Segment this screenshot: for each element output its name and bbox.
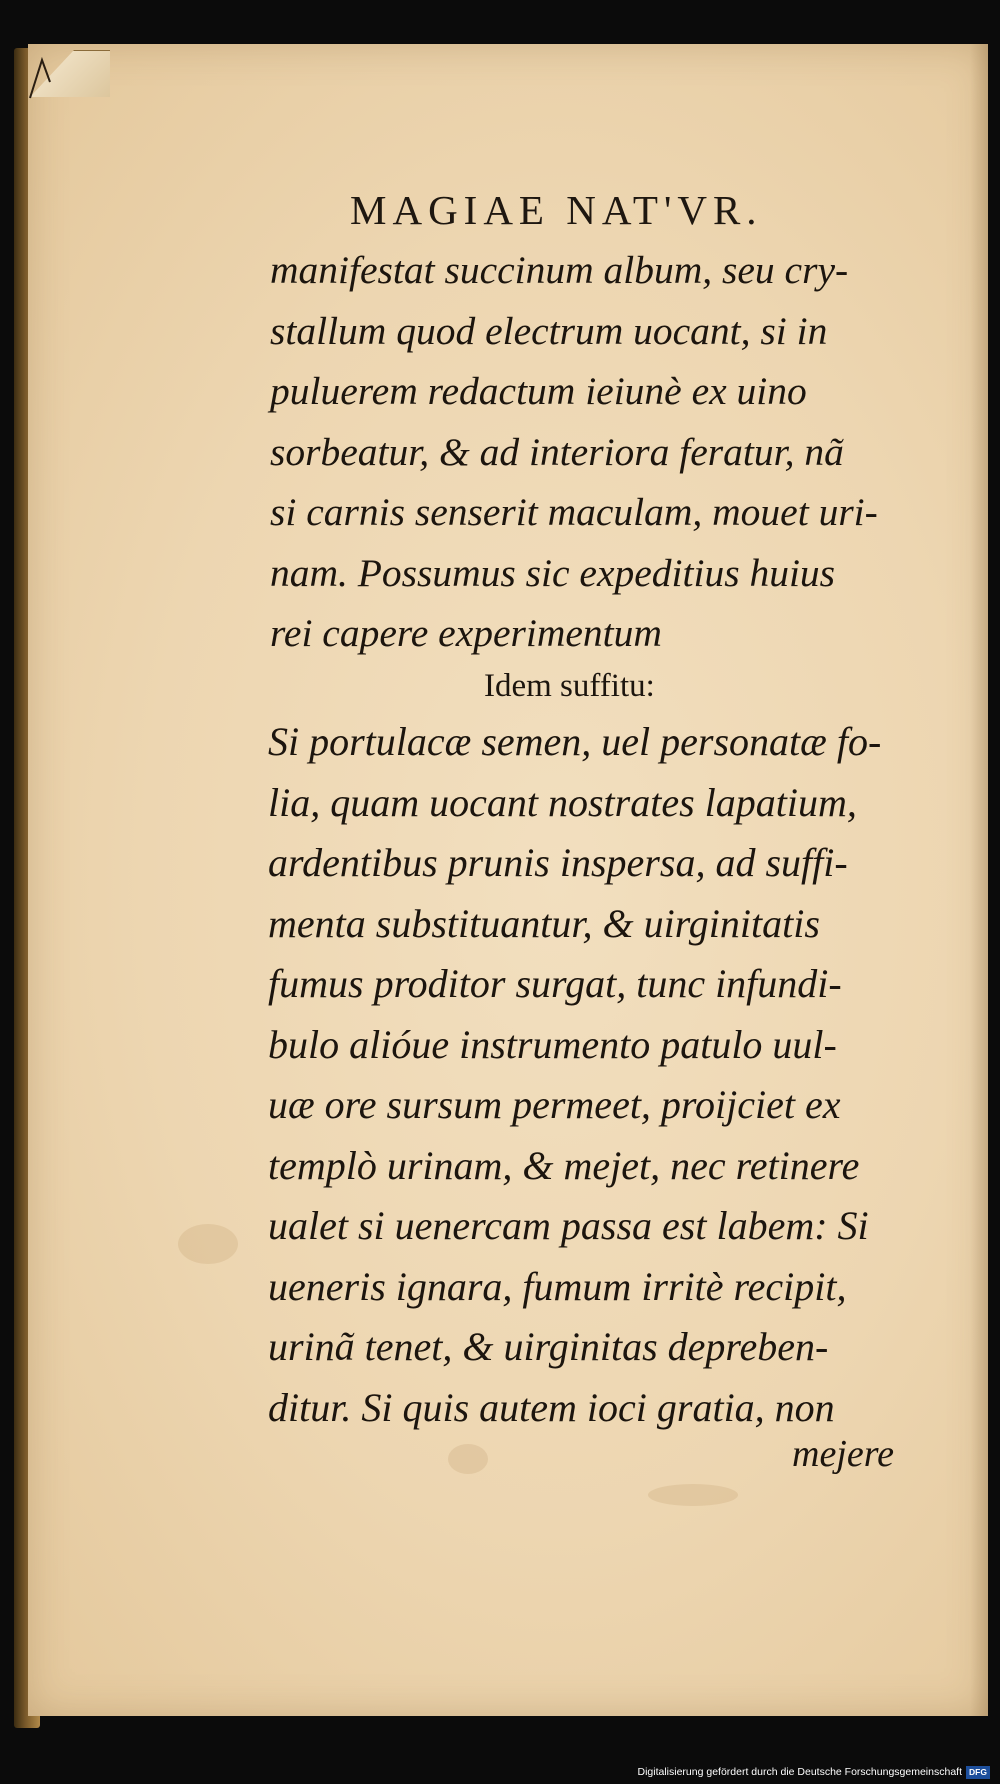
first-passage [270, 240, 940, 664]
dfg-logo: DFG [966, 1766, 990, 1779]
corner-pencil-mark-icon [24, 52, 60, 104]
text-line: si carnis senserit maculam, mouet uri- [270, 490, 878, 534]
text-line: puluerem redactum ieiunè ex uino [270, 369, 807, 413]
text-line: bulo alióue instrumento patulo uul- [268, 1021, 837, 1067]
text-line: stallum quod electrum uocant, si in [270, 308, 828, 353]
section-heading: Idem suffitu: [484, 668, 655, 704]
text-line: templò urinam, & mejet, nec retinere [268, 1142, 860, 1188]
page-gutter-shadow [970, 44, 988, 1716]
text-line: sorbeatur, & ad interiora feratur, nã [270, 429, 844, 474]
text-line: urinã tenet, & uirginitas depreben- [268, 1324, 829, 1369]
catchword: mejere [792, 1433, 894, 1475]
paper-stain [648, 1484, 738, 1506]
text-line: uæ ore sursum permeet, proijciet ex [268, 1082, 841, 1127]
text-line: lia, quam uocant nostrates lapatium, [268, 779, 857, 825]
running-head: MAGIAE NAT'VR. [350, 187, 763, 233]
text-line: menta substituantur, & uirginitatis [268, 900, 820, 946]
text-line: ditur. Si quis autem ioci gratia, non [268, 1384, 835, 1430]
text-line: fumus proditor surgat, tunc infundi- [268, 961, 842, 1006]
text-line: Si portulacæ semen, uel personatæ fo- [268, 719, 882, 764]
text-line: manifestat succinum album, seu cry- [270, 248, 849, 292]
digitization-credit: Digitalisierung gefördert durch die Deutsche Forschungsgemeinschaft [637, 1766, 962, 1778]
paper-stain [178, 1224, 238, 1264]
text-line: rei capere experimentum [270, 611, 662, 655]
text-line: nam. Possumus sic expeditius huius [270, 550, 836, 595]
paper-stain [448, 1444, 488, 1474]
text-line: ardentibus prunis inspersa, ad suffi- [268, 840, 848, 885]
text-line: ueneris ignara, fumum irritè recipit, [268, 1263, 847, 1309]
second-passage [268, 712, 948, 1438]
text-line: ualet si uenercam passa est labem: Si [268, 1203, 869, 1248]
